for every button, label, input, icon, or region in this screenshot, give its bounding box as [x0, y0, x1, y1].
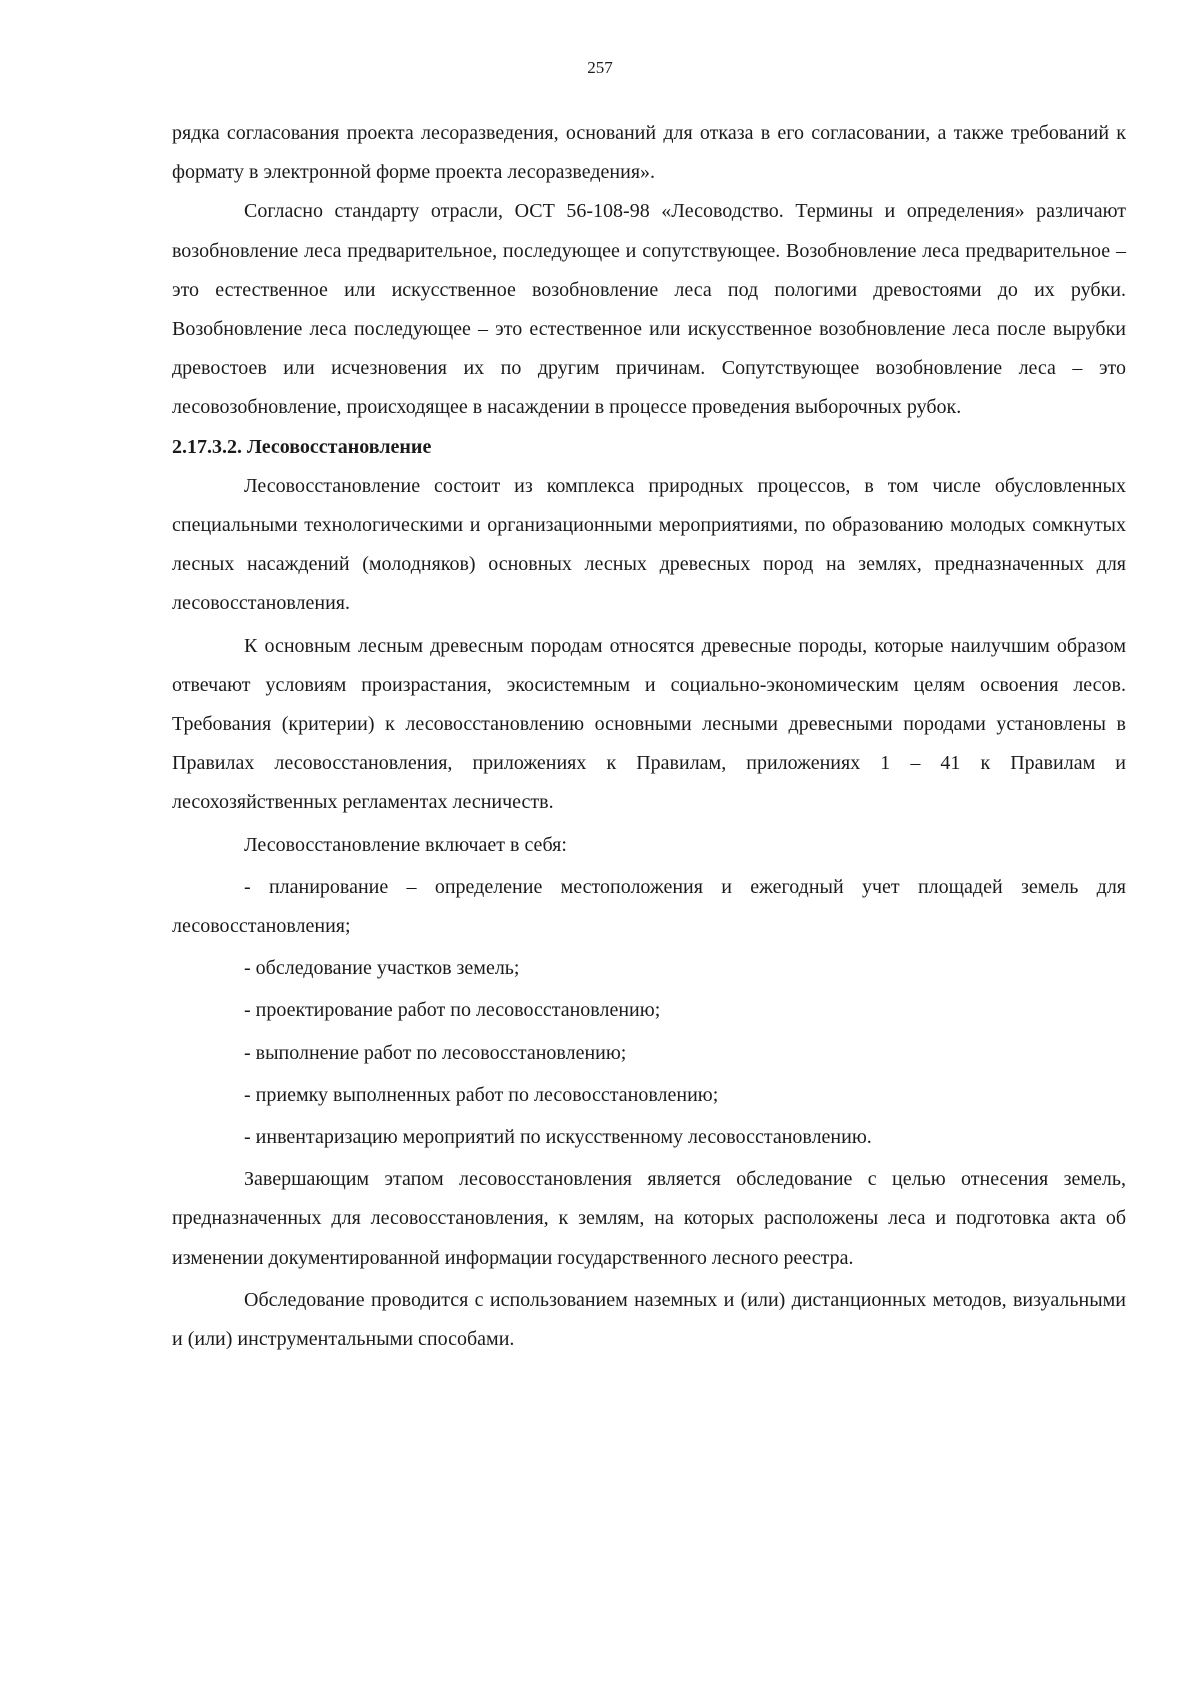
body-text [172, 114, 1126, 1359]
paragraph-ost-definition: Согласно стандарту отрасли, ОСТ 56-108-98 «Лесоводство. Термины и определения» различают возобновление леса предварительное, последующее и сопутствующее. Возобновление леса предварительное – это естественное или искусственное возобновление леса под пологими древостоями до их рубки. Возобновление леса последующее – это естественное или искусственное возобновление леса после вырубки древостоев или исчезновения их по другим причинам. Сопутствующее возобновление леса – это лесовозобновление, происходящее в насаждении в процессе проведения выборочных рубок. [172, 200, 1126, 419]
list-item: - инвентаризацию мероприятий по искусственному лесовосстановлению. [244, 1126, 872, 1149]
paragraph-survey-methods: Обследование проводится с использованием наземных и (или) дистанционных методов, визуальными и (или) инструментальными способами. [172, 1288, 1126, 1351]
list-item: - выполнение работ по лесовосстановлению; [244, 1041, 627, 1064]
page-number: 257 [587, 58, 613, 77]
paragraph-final-stage: Завершающим этапом лесовосстановления является обследование с целью отнесения земель, предназначенных для лесовосстановления, к землям, на которых расположены леса и подготовка акта об изменении документированной информации государственного лесного реестра. [172, 1168, 1126, 1269]
list-item: - обследование участков земель; [244, 957, 520, 980]
list-item: - проектирование работ по лесовосстановлению; [244, 999, 661, 1022]
list-item: - планирование – определение местоположения и ежегодный учет площадей земель для лесовосстановления; [172, 875, 1126, 938]
paragraph-includes: Лесовосстановление включает в себя: [244, 833, 567, 856]
list-item: - приемку выполненных работ по лесовосстановлению; [244, 1083, 719, 1106]
section-heading: 2.17.3.2. Лесовосстановление [172, 435, 432, 458]
paragraph-reforestation-definition: Лесовосстановление состоит из комплекса природных процессов, в том числе обусловленных специальными технологическими и организационными мероприятиями, по образованию молодых сомкнутых лесных насаждений (молодняков) основных лесных древесных пород на землях, предназначенных для лесовосстановления. [172, 474, 1126, 615]
paragraph-main-species: К основным лесным древесным породам относятся древесные породы, которые наилучшим образом отвечают условиям произрастания, экосистемным и социально-экономическим целям освоения лесов. Требования (критерии) к лесовосстановлению основными лесными древесными породами установлены в Правилах лесовосстановления, приложениях к Правилам, приложениях 1 – 41 к Правилам и лесохозяйственных регламентах лесничеств. [172, 634, 1126, 814]
paragraph-continuation: рядка согласования проекта лесоразведения, оснований для отказа в его согласовании, а также требований к формату в электронной форме проекта лесоразведения». [172, 122, 1126, 184]
